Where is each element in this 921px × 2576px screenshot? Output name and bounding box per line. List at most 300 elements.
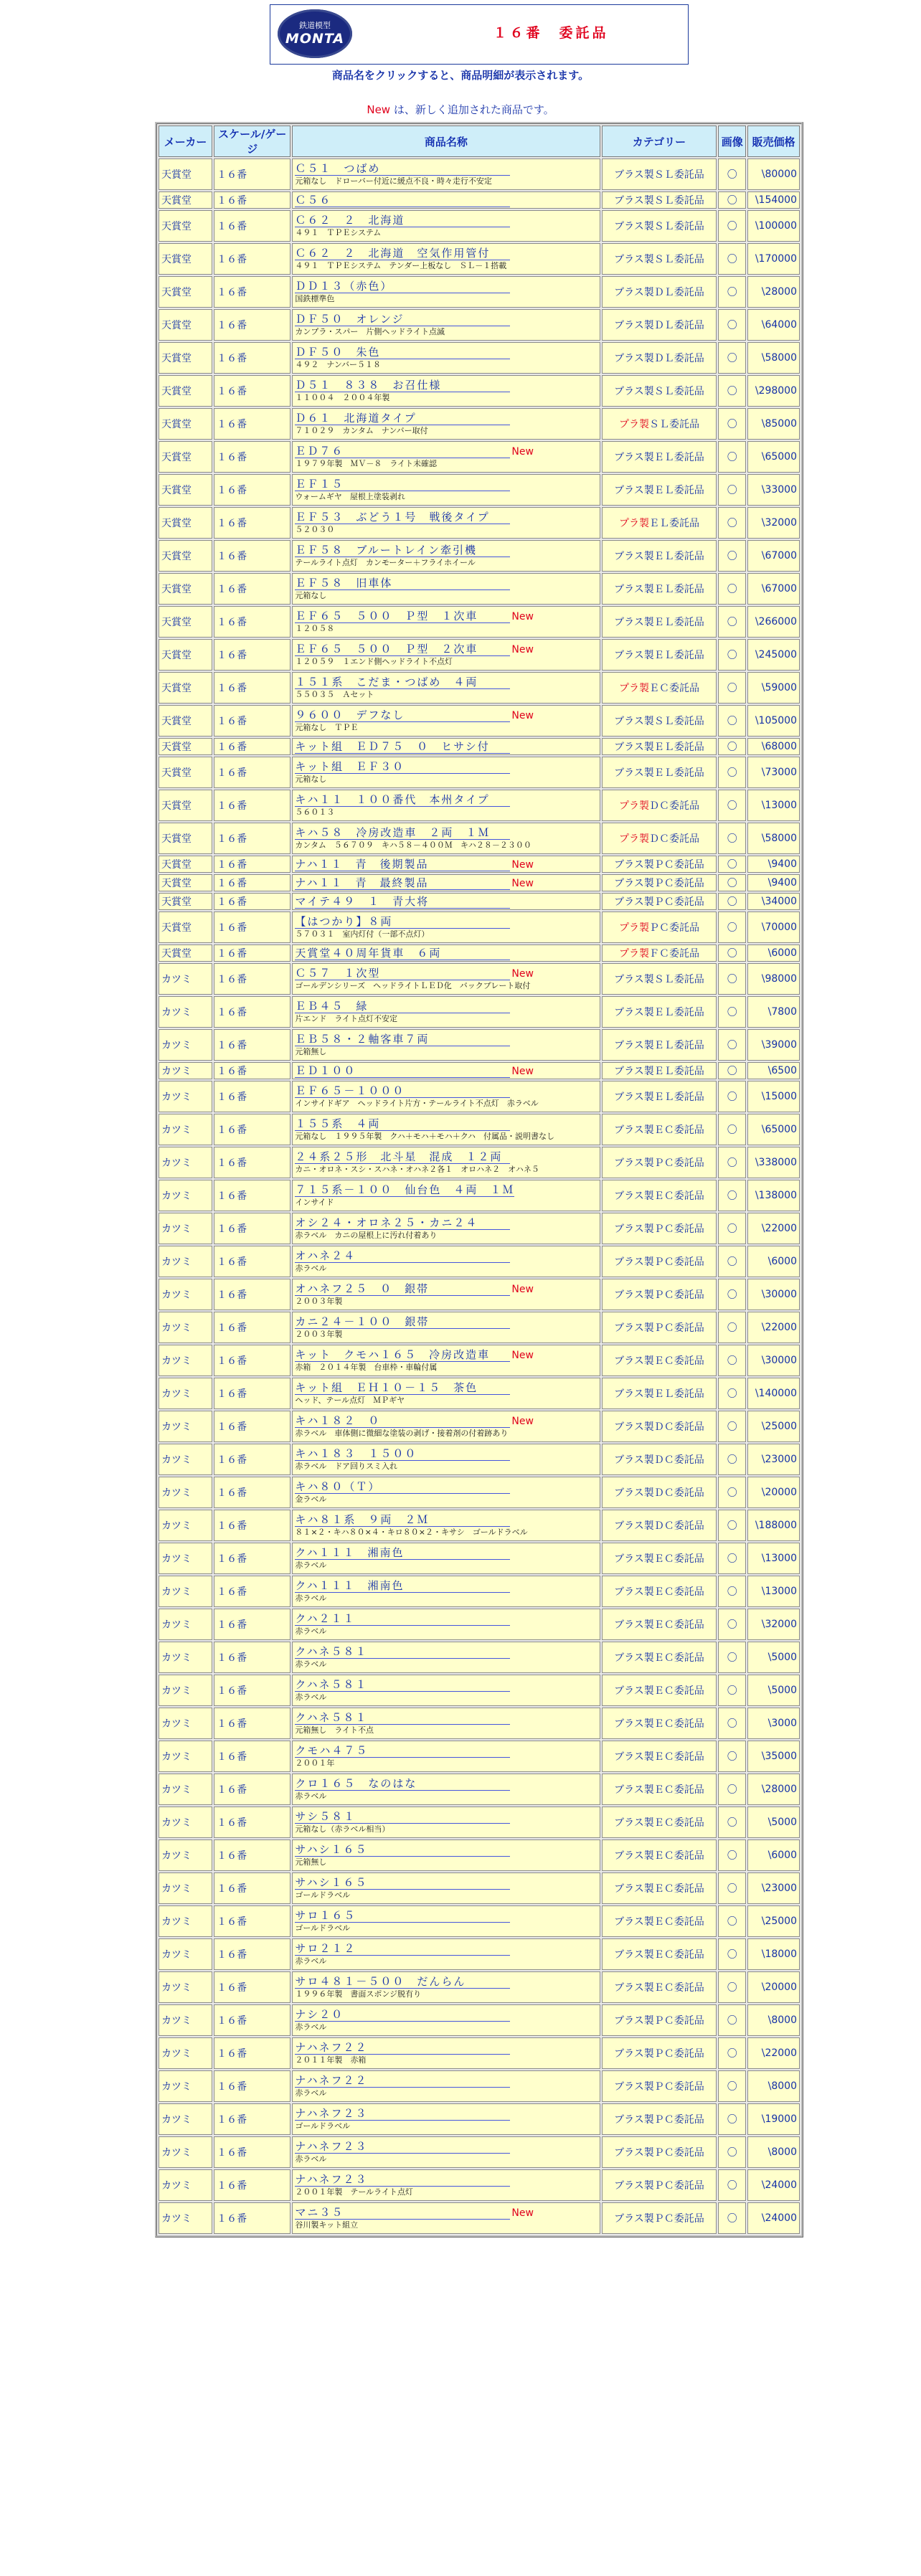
scale-cell: １６番: [214, 944, 291, 962]
product-name-line: [295, 709, 597, 722]
image-indicator-icon: 〇: [718, 1872, 746, 1904]
product-name-link[interactable]: ＥＦ１５: [295, 478, 510, 491]
maker-cell: 天賞堂: [159, 606, 212, 638]
product-name-cell: [292, 1114, 600, 1145]
maker-cell: カツミ: [159, 1675, 212, 1706]
scale-cell: １６番: [214, 1114, 291, 1145]
scale-cell: １６番: [214, 639, 291, 671]
maker-cell: カツミ: [159, 1411, 212, 1442]
category-label: ブラス製ＰＣ委託品: [614, 1223, 704, 1235]
product-name-line: [295, 1546, 597, 1560]
product-name-link[interactable]: オシ２４・オロネ２５・カニ２４: [295, 1216, 510, 1230]
image-indicator-icon: 〇: [718, 1345, 746, 1376]
product-name-link[interactable]: ナハネフ２２: [295, 2074, 510, 2088]
product-name-link[interactable]: １５１系 こだま・つばめ ４両: [295, 676, 510, 689]
scale-cell: １６番: [214, 158, 291, 190]
product-name-link[interactable]: キット組 ＥＦ３０: [295, 760, 510, 774]
product-description: ５７０３１ 室内灯付（一部不点灯）: [295, 929, 430, 939]
scale-cell: １６番: [214, 191, 291, 209]
image-indicator-icon: 〇: [718, 1609, 746, 1640]
image-indicator-icon: 〇: [718, 1246, 746, 1277]
category-cell: [602, 2070, 717, 2102]
image-indicator-icon: 〇: [718, 1905, 746, 1937]
image-indicator-icon: 〇: [718, 963, 746, 995]
scale-cell: １６番: [214, 1444, 291, 1475]
price-cell: \20000: [747, 1477, 800, 1508]
scale-cell: １６番: [214, 1510, 291, 1541]
category-cell: [602, 1477, 717, 1508]
category-label: ブラス製ＤＬ委託品: [614, 353, 704, 364]
scale-cell: １６番: [214, 342, 291, 374]
category-cell: [602, 1839, 717, 1871]
maker-cell: カツミ: [159, 2070, 212, 2102]
product-description: 赤箱 ２０１４年製 台車枠・車輪付属: [295, 1362, 438, 1372]
product-name-cell: [292, 911, 600, 943]
category-cell: [602, 2202, 717, 2234]
product-name-link[interactable]: クハネ５８１: [295, 1678, 510, 1692]
product-name-link[interactable]: クハ１１１ 湘南色: [295, 1579, 510, 1593]
product-name-link[interactable]: ９６００ デフなし: [295, 709, 510, 722]
price-cell: \170000: [747, 243, 800, 275]
product-name-line: [295, 1150, 597, 1164]
product-name-link[interactable]: ナハ１１ 青 後期製品: [295, 858, 510, 871]
maker-cell: カツミ: [159, 1477, 212, 1508]
product-name-cell: [292, 1477, 600, 1508]
new-legend: [0, 102, 921, 117]
scale-cell: １６番: [214, 606, 291, 638]
product-name-line: [295, 478, 597, 491]
image-indicator-icon: 〇: [718, 672, 746, 704]
new-badge: New: [511, 1283, 534, 1295]
product-name-link[interactable]: ＥＦ５３ ぶどう１号 戦後タイプ: [295, 511, 510, 524]
product-name-line: [295, 826, 597, 840]
product-name-cell: [292, 1213, 600, 1244]
price-cell: \5000: [747, 1806, 800, 1838]
category-material-plastic: プラ製: [618, 800, 649, 812]
product-name-line: [295, 915, 597, 929]
product-name-link[interactable]: サハシ１６５: [295, 1843, 510, 1857]
column-header-price[interactable]: 販売価格: [747, 126, 800, 157]
product-name-cell: [292, 2202, 600, 2234]
product-name-cell: [292, 1576, 600, 1607]
product-name-line: [295, 643, 597, 656]
table-row: [159, 1062, 800, 1079]
product-name-link[interactable]: クハ２１１: [295, 1612, 510, 1626]
scale-cell: １６番: [214, 1609, 291, 1640]
scale-cell: １６番: [214, 276, 291, 308]
monta-logo[interactable]: [278, 9, 352, 58]
product-description: 元箱無し: [295, 1046, 327, 1056]
product-name-link[interactable]: サハシ１６５: [295, 1876, 510, 1890]
price-cell: \8000: [747, 2004, 800, 2036]
product-name-link[interactable]: ＥＢ４５ 緑: [295, 1000, 510, 1013]
price-cell: \64000: [747, 309, 800, 341]
product-description: 赤ラベル: [295, 1626, 327, 1636]
product-name-link[interactable]: カニ２４－１００ 銀帯: [295, 1315, 510, 1329]
product-name-cell: [292, 823, 600, 854]
image-indicator-icon: 〇: [718, 1708, 746, 1739]
product-name-link[interactable]: ナハネフ２３: [295, 2140, 510, 2154]
image-indicator-icon: 〇: [718, 1411, 746, 1442]
maker-cell: カツミ: [159, 1839, 212, 1871]
price-cell: \138000: [747, 1180, 800, 1211]
category-label: ブラス製ＥＬ委託品: [614, 1040, 704, 1051]
price-cell: \20000: [747, 1971, 800, 2003]
image-indicator-icon: 〇: [718, 893, 746, 910]
category-label: ブラス製ＥＬ委託品: [614, 452, 704, 463]
table-row: [159, 911, 800, 943]
table-row: [159, 2037, 800, 2069]
category-label: ブラス製ＳＬ委託品: [614, 386, 704, 397]
product-name-line: [295, 1777, 597, 1791]
price-cell: \140000: [747, 1378, 800, 1409]
product-name-link[interactable]: 【はつかり】８両: [295, 915, 510, 929]
category-label: ブラス製ＥＬ委託品: [614, 551, 704, 562]
table-row: [159, 1081, 800, 1112]
maker-cell: カツミ: [159, 1081, 212, 1112]
scale-cell: １６番: [214, 2070, 291, 2102]
category-label: ブラス製ＥＬ委託品: [614, 1007, 704, 1018]
product-name-link[interactable]: サロ１６５: [295, 1909, 510, 1923]
product-name-link[interactable]: ナハネフ２２: [295, 2041, 510, 2055]
maker-cell: カツミ: [159, 1642, 212, 1673]
product-name-link[interactable]: ナハ１１ 青 最終製品: [295, 876, 510, 890]
category-label: ブラス製ＥＣ委託品: [614, 1355, 704, 1367]
product-name-cell: [292, 1180, 600, 1211]
category-material-plastic: プラ製: [618, 419, 649, 430]
image-indicator-icon: 〇: [718, 276, 746, 308]
product-name-link[interactable]: キハ５８ 冷房改造車 ２両 １Ｍ: [295, 826, 510, 840]
maker-cell: カツミ: [159, 1872, 212, 1904]
table-row: [159, 342, 800, 374]
scale-cell: １６番: [214, 1213, 291, 1244]
category-cell: [602, 790, 717, 821]
scale-cell: １６番: [214, 1378, 291, 1409]
table-row: [159, 408, 800, 440]
maker-cell: 天賞堂: [159, 893, 212, 910]
product-name-link[interactable]: ＥＦ６５－１０００: [295, 1084, 510, 1098]
category-cell: [602, 911, 717, 943]
scale-cell: １６番: [214, 1081, 291, 1112]
product-description: ゴールドラベル: [295, 1923, 351, 1933]
product-name-link[interactable]: キット組 ＥＨ１０－１５ 茶色: [295, 1381, 510, 1395]
product-name-link[interactable]: マイテ４９ １ 青大将: [295, 895, 510, 909]
category-label: ブラス製ＥＣ委託品: [614, 1553, 704, 1565]
category-label: ブラス製ＥＣ委託品: [614, 1949, 704, 1961]
scale-cell: １６番: [214, 1029, 291, 1061]
price-cell: \19000: [747, 2103, 800, 2135]
category-label: ブラス製ＥＬ委託品: [614, 485, 704, 496]
maker-cell: カツミ: [159, 996, 212, 1028]
maker-cell: カツミ: [159, 1708, 212, 1739]
product-name-line: [295, 214, 597, 227]
category-cell: [602, 1642, 717, 1673]
column-header-image[interactable]: 画像: [718, 126, 746, 157]
product-description: 赤ラベル: [295, 1593, 327, 1603]
category-cell: [602, 1609, 717, 1640]
category-label: ブラス製ＰＣ委託品: [614, 2147, 704, 2159]
category-label: ブラス製ＥＬ委託品: [614, 767, 704, 779]
product-description: ４９１ ＴＰＥシステム テンダー上板なし ＳＬ－１搭載: [295, 260, 507, 270]
price-cell: \338000: [747, 1147, 800, 1178]
product-name-link[interactable]: Ｃ５７ １次型: [295, 967, 510, 980]
product-name-link[interactable]: クハネ５８１: [295, 1711, 510, 1725]
product-name-link[interactable]: Ｄ５１ ８３８ お召仕様: [295, 379, 510, 392]
product-name-link[interactable]: ＥＦ６５ ５００ Ｐ型 ２次車: [295, 643, 510, 656]
image-indicator-icon: 〇: [718, 1806, 746, 1838]
new-badge: New: [511, 445, 534, 458]
product-name-link[interactable]: キハ１８２ ０: [295, 1414, 510, 1428]
product-description: 元箱無し ライト不点: [295, 1725, 374, 1735]
product-name-cell: [292, 540, 600, 572]
price-cell: \9400: [747, 874, 800, 891]
category-label: ブラス製ＳＬ委託品: [614, 254, 704, 265]
scale-cell: １６番: [214, 1062, 291, 1079]
product-name-line: [295, 577, 597, 590]
product-name-link[interactable]: オハネフ２５ ０ 銀帯: [295, 1282, 510, 1296]
product-name-link[interactable]: キハ１８３ １５００: [295, 1447, 510, 1461]
image-indicator-icon: 〇: [718, 823, 746, 854]
scale-cell: １６番: [214, 2103, 291, 2135]
product-name-link[interactable]: キハ１１ １００番代 本州タイプ: [295, 793, 510, 807]
price-cell: \154000: [747, 191, 800, 209]
column-header-name[interactable]: 商品名称: [292, 126, 600, 157]
product-name-link[interactable]: ７１５系－１００ 仙台色 ４両 １Ｍ: [295, 1183, 515, 1196]
category-cell: [602, 1741, 717, 1772]
product-name-link[interactable]: キハ８０（Ｔ）: [295, 1480, 510, 1494]
product-name-link[interactable]: クロ１６５ なのはな: [295, 1777, 510, 1791]
image-indicator-icon: 〇: [718, 474, 746, 506]
category-cell: [602, 1444, 717, 1475]
product-name-link[interactable]: マニ３５: [295, 2206, 510, 2220]
table-row: [159, 1246, 800, 1277]
product-name-line: [295, 740, 597, 754]
price-cell: \5000: [747, 1642, 800, 1673]
scale-cell: １６番: [214, 1411, 291, 1442]
product-name-link[interactable]: サロ４８１－５００ だんらん: [295, 1975, 510, 1989]
image-indicator-icon: 〇: [718, 1774, 746, 1805]
product-name-link[interactable]: Ｃ５６: [295, 194, 510, 207]
maker-cell: カツミ: [159, 1180, 212, 1211]
category-cell: [602, 210, 717, 242]
category-label: ブラス製ＥＬ委託品: [614, 1066, 704, 1077]
product-name-link[interactable]: Ｃ６２ ２ 北海道: [295, 214, 510, 227]
product-name-link[interactable]: ＤＦ５０ オレンジ: [295, 313, 510, 326]
scale-cell: １６番: [214, 893, 291, 910]
image-indicator-icon: 〇: [718, 158, 746, 190]
product-name-link[interactable]: ＥＤ７６: [295, 445, 510, 458]
product-name-line: [295, 793, 597, 807]
scale-cell: １６番: [214, 474, 291, 506]
scale-cell: １６番: [214, 1938, 291, 1970]
scale-cell: １６番: [214, 874, 291, 891]
product-description: 赤ラベル: [295, 1692, 327, 1702]
category-label: ブラス製ＤＣ委託品: [614, 1520, 704, 1532]
image-indicator-icon: 〇: [718, 790, 746, 821]
product-name-line: [295, 1000, 597, 1013]
maker-cell: 天賞堂: [159, 276, 212, 308]
price-cell: \6000: [747, 944, 800, 962]
image-indicator-icon: 〇: [718, 2103, 746, 2135]
table-row: [159, 507, 800, 539]
image-indicator-icon: 〇: [718, 342, 746, 374]
product-name-link[interactable]: キット クモハ１６５ 冷房改造車: [295, 1348, 510, 1362]
scale-cell: １６番: [214, 1279, 291, 1310]
product-name-cell: [292, 738, 600, 755]
scale-cell: １６番: [214, 441, 291, 473]
column-header-category[interactable]: カテゴリー: [602, 126, 717, 157]
table-row: [159, 639, 800, 671]
column-header-maker[interactable]: メーカー: [159, 126, 212, 157]
product-name-link[interactable]: ナハネフ２３: [295, 2173, 510, 2187]
table-row: [159, 672, 800, 704]
product-description: 金ラベル: [295, 1494, 327, 1504]
column-header-scale[interactable]: スケール/ゲージ: [214, 126, 291, 157]
product-name-line: [295, 895, 597, 909]
product-name-link[interactable]: ナシ２０: [295, 2008, 510, 2022]
product-name-link[interactable]: ＥＦ５８ ブルートレイン牽引機: [295, 544, 510, 557]
category-cell: [602, 2136, 717, 2168]
product-name-line: [295, 1876, 597, 1890]
maker-cell: 天賞堂: [159, 705, 212, 737]
price-cell: \7800: [747, 996, 800, 1028]
image-indicator-icon: 〇: [718, 2136, 746, 2168]
product-name-line: [295, 162, 597, 176]
product-name-link[interactable]: ＥＦ６５ ５００ Ｐ型 １次車: [295, 610, 510, 623]
price-cell: \30000: [747, 1345, 800, 1376]
category-cell: [602, 1345, 717, 1376]
product-name-link[interactable]: サロ２１２: [295, 1942, 510, 1956]
table-row: [159, 606, 800, 638]
image-indicator-icon: 〇: [718, 309, 746, 341]
table-row: [159, 309, 800, 341]
maker-cell: 天賞堂: [159, 573, 212, 605]
logo-subtitle: 鉄道模型: [299, 21, 331, 30]
product-description: 元箱無し: [295, 1857, 327, 1867]
product-name-link[interactable]: サシ５８１: [295, 1810, 510, 1824]
product-description: ５６０１３: [295, 807, 335, 817]
price-cell: \5000: [747, 1675, 800, 1706]
table-row: [159, 1774, 800, 1805]
product-name-link[interactable]: Ｄ６１ 北海道タイプ: [295, 412, 510, 425]
product-name-cell: [292, 944, 600, 962]
product-name-link[interactable]: ＤＤ１３（赤色）: [295, 280, 510, 293]
category-cell: [602, 158, 717, 190]
product-description: テールライト点灯 カンモーター＋フライホイール: [295, 557, 476, 567]
category-label: ＤＣ委託品: [648, 800, 699, 812]
product-name-link[interactable]: Ｃ６２ ２ 北海道 空気作用管付: [295, 247, 510, 260]
category-cell: [602, 1029, 717, 1061]
price-cell: \58000: [747, 823, 800, 854]
product-description: １２０５９ １エンド側ヘッドライト不点灯: [295, 656, 453, 666]
price-cell: \34000: [747, 893, 800, 910]
category-cell: [602, 375, 717, 407]
product-name-link[interactable]: ＤＦ５０ 朱色: [295, 346, 510, 359]
scale-cell: １６番: [214, 210, 291, 242]
table-row: [159, 1378, 800, 1409]
product-name-link[interactable]: クハ１１１ 湘南色: [295, 1546, 510, 1560]
product-name-link[interactable]: ナハネフ２３: [295, 2107, 510, 2121]
product-name-link[interactable]: オハネ２４: [295, 1249, 510, 1263]
category-cell: [602, 893, 717, 910]
product-description: 元箱なし: [295, 774, 327, 784]
new-badge: New: [511, 610, 534, 622]
category-cell: [602, 705, 717, 737]
scale-cell: １６番: [214, 408, 291, 440]
product-name-line: [295, 379, 597, 392]
scale-cell: １６番: [214, 243, 291, 275]
table-row: [159, 2004, 800, 2036]
product-description: 元箱なし １９９５年製 クハ＋モハ＋モハ＋クハ 付属品・説明書なし: [295, 1131, 555, 1141]
product-name-line: [295, 1282, 597, 1296]
product-name-link[interactable]: ＥＤ１００: [295, 1064, 510, 1078]
product-name-line: [295, 194, 597, 207]
product-description: １２０５８: [295, 623, 335, 633]
table-row: [159, 243, 800, 275]
scale-cell: １６番: [214, 1741, 291, 1772]
category-label: ブラス製ＳＬ委託品: [614, 169, 704, 181]
product-name-line: [295, 544, 597, 557]
product-name-cell: [292, 1642, 600, 1673]
product-name-line: [295, 2008, 597, 2022]
product-name-line: [295, 2140, 597, 2154]
product-name-link[interactable]: １５５系 ４両: [295, 1117, 510, 1131]
product-name-line: [295, 1183, 597, 1197]
maker-cell: カツミ: [159, 1576, 212, 1607]
table-row: [159, 1345, 800, 1376]
image-indicator-icon: 〇: [718, 1213, 746, 1244]
table-row: [159, 1411, 800, 1442]
product-name-link[interactable]: キット組 ＥＤ７５ ０ ヒサシ付: [295, 740, 510, 754]
product-name-link[interactable]: ＥＢ５８・２軸客車７両: [295, 1033, 510, 1046]
product-name-link[interactable]: ２４系２５形 北斗星 混成 １２両: [295, 1150, 510, 1164]
table-row: [159, 1147, 800, 1178]
product-name-line: [295, 1711, 597, 1725]
product-description: 赤ラベル: [295, 1791, 327, 1801]
product-description: 赤ラベル: [295, 2088, 327, 2098]
product-name-link[interactable]: 天賞堂４０周年貨車 ６両: [295, 947, 510, 960]
image-indicator-icon: 〇: [718, 210, 746, 242]
image-indicator-icon: 〇: [718, 1378, 746, 1409]
product-name-link[interactable]: キハ８１系 ９両 ２Ｍ: [295, 1513, 510, 1527]
product-name-link[interactable]: クモハ４７５: [295, 1744, 510, 1758]
product-name-link[interactable]: Ｃ５１ つばめ: [295, 162, 510, 176]
product-name-cell: [292, 996, 600, 1028]
product-description: 赤ラベル: [295, 1560, 327, 1570]
product-name-cell: [292, 2103, 600, 2135]
maker-cell: カツミ: [159, 1213, 212, 1244]
category-material-plastic: プラ製: [618, 948, 649, 960]
product-name-line: [295, 1480, 597, 1494]
price-cell: \35000: [747, 1741, 800, 1772]
category-label: ブラス製ＥＣ委託品: [614, 1916, 704, 1928]
scale-cell: １６番: [214, 2202, 291, 2234]
product-description: ８１×２・キハ８０×４・キロ８０×２・キサシ ゴールドラベル: [295, 1527, 528, 1537]
maker-cell: 天賞堂: [159, 944, 212, 962]
product-name-line: [295, 1744, 597, 1758]
image-indicator-icon: 〇: [718, 441, 746, 473]
scale-cell: １６番: [214, 672, 291, 704]
category-label: ブラス製ＤＬ委託品: [614, 287, 704, 298]
product-description: １１００４ ２００４年製: [295, 392, 390, 402]
table-row: [159, 2070, 800, 2102]
scale-cell: １６番: [214, 1839, 291, 1871]
product-name-link[interactable]: ＥＦ５８ 旧車体: [295, 577, 510, 590]
maker-cell: 天賞堂: [159, 823, 212, 854]
product-name-link[interactable]: クハネ５８１: [295, 1645, 510, 1659]
scale-cell: １６番: [214, 1806, 291, 1838]
product-name-cell: [292, 2004, 600, 2036]
